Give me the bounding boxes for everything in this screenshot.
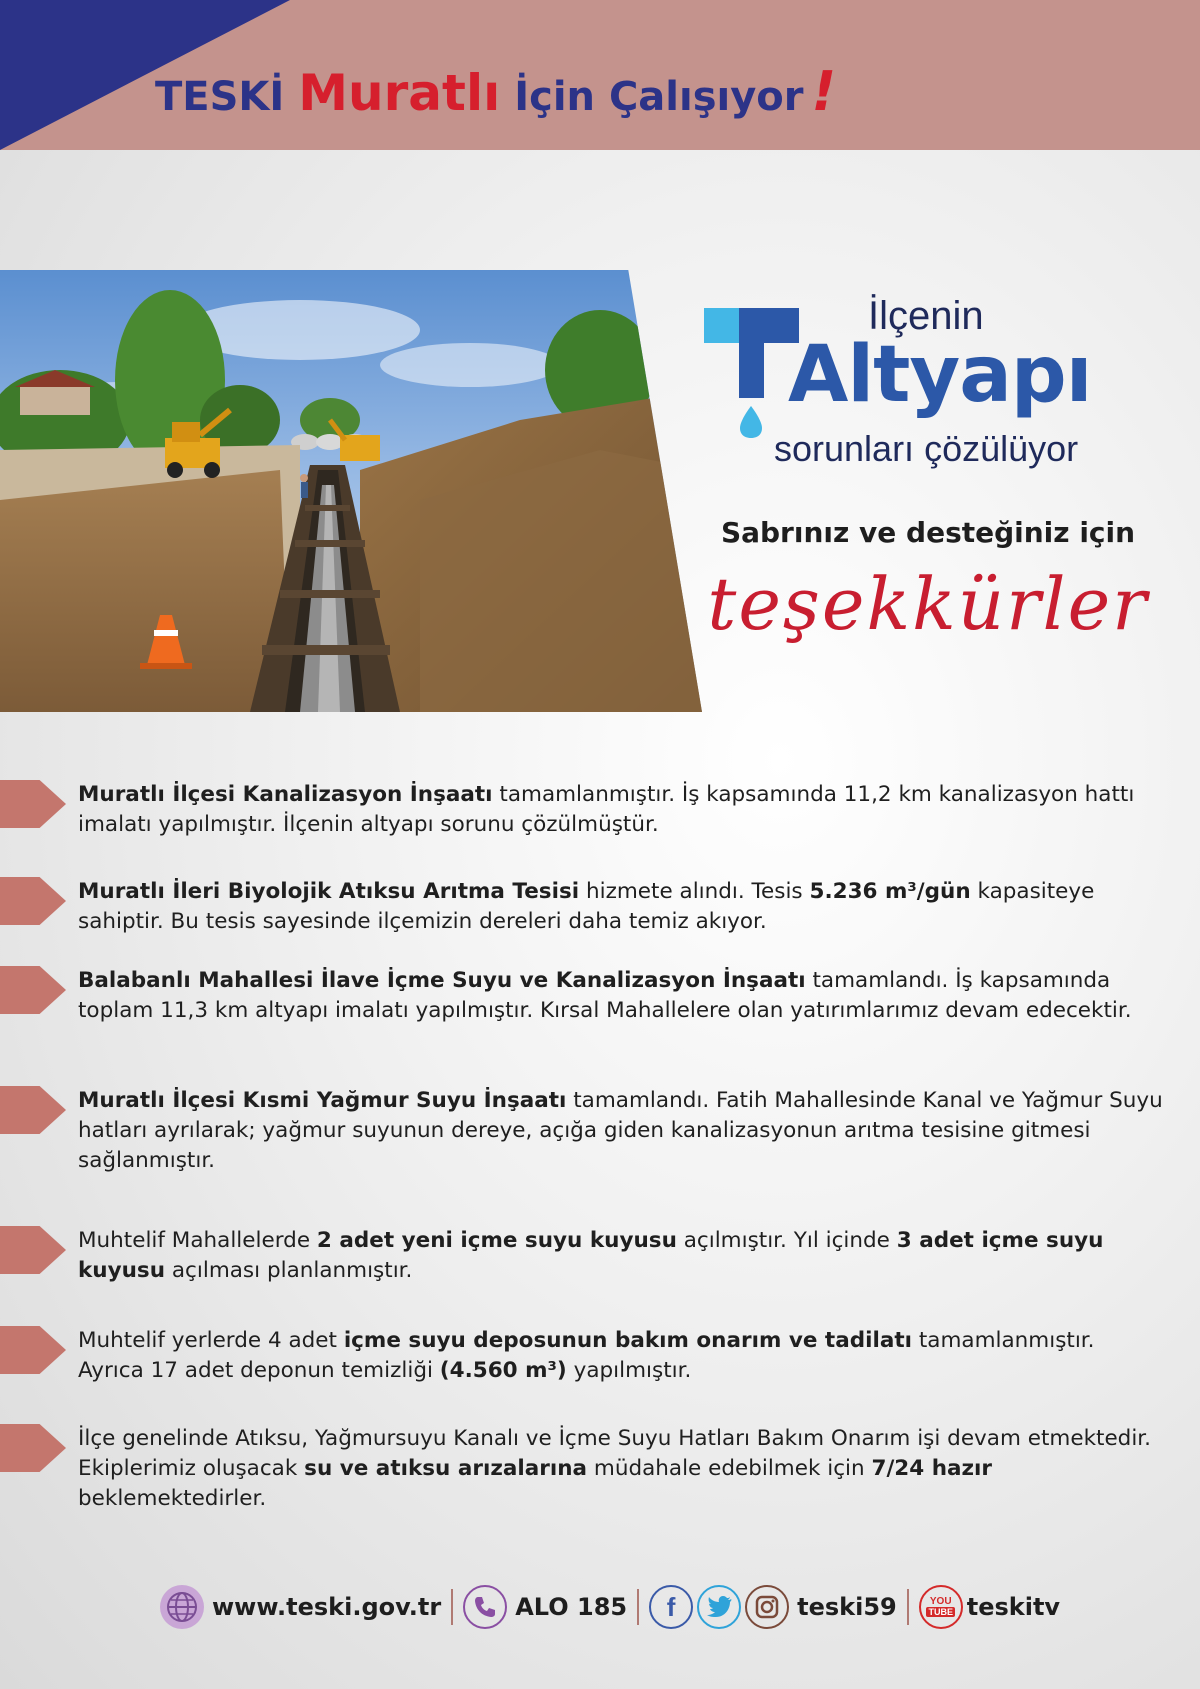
item-body: açılması planlanmıştır. — [171, 1258, 413, 1283]
item-bold: 5.236 m³/gün — [809, 879, 971, 904]
arrow-bullet-icon — [0, 1424, 66, 1472]
phone-number[interactable]: ALO 185 — [515, 1593, 628, 1621]
item-body: beklemektedirler. — [78, 1486, 267, 1511]
item-bold: Muratlı İleri Biyolojik Atıksu Arıtma Tesisi — [78, 879, 580, 904]
footer-contacts — [160, 1582, 1060, 1632]
item-bold: 7/24 hazır — [871, 1456, 993, 1481]
title-icin-calisiyor: İçin Çalışıyor — [514, 74, 804, 120]
item-body: müdahale edebilmek için — [593, 1456, 865, 1481]
item-body: hizmete alındı. Tesis — [585, 879, 803, 904]
altyapi-logo — [700, 290, 1160, 480]
item-body: tamamlanmıştır. İş kapsamında 11,2 km kanalizasyon hattı imalatı yapılmıştır. İlçenin altyapı sorunu çözülmüştür. — [78, 782, 1135, 837]
item-body: tamamlandı. İş kapsamında toplam 11,3 km altyapı imalatı yapılmıştır. Kırsal Mahallelere olan yatırımlarımız devam edecektir. — [78, 968, 1132, 1023]
item-text — [78, 1226, 1163, 1286]
logo-altyapi: Altyapı — [788, 330, 1092, 420]
instagram-icon[interactable] — [745, 1585, 789, 1629]
item-bold: (4.560 m³) — [439, 1358, 567, 1383]
title-exclamation: ! — [811, 60, 837, 123]
logo-subtitle: sorunları çözülüyor — [774, 428, 1079, 469]
twitter-icon[interactable] — [697, 1585, 741, 1629]
item-body: yapılmıştır. — [573, 1358, 692, 1383]
website-link[interactable]: www.teski.gov.tr — [212, 1593, 442, 1621]
arrow-bullet-icon — [0, 780, 66, 828]
youtube-icon-you: YOU — [929, 1596, 952, 1607]
item-body: Muhtelif yerlerde 4 adet — [78, 1328, 337, 1353]
footer-divider — [451, 1589, 453, 1625]
footer-divider — [907, 1589, 909, 1625]
item-body: tamamlandı. Fatih Mahallesinde Kanal ve Yağmur Suyu hatları ayrılarak; yağmur suyunun dereye, açığa giden kanalizasyonun arıtma tesisine gitmesi sağlanmıştır. — [78, 1088, 1163, 1173]
thanks-line: Sabrınız ve desteğiniz için — [720, 516, 1136, 549]
item-bold: 3 adet içme suyu kuyusu — [78, 1228, 1104, 1283]
youtube-icon[interactable] — [919, 1585, 963, 1629]
title-teski: TESKİ — [155, 74, 285, 120]
thanks-script: teşekkürler — [707, 562, 1149, 646]
title-muratli: Muratlı — [298, 64, 501, 122]
arrow-bullet-icon — [0, 966, 66, 1014]
arrow-bullet-icon — [0, 1086, 66, 1134]
item-text — [78, 1086, 1163, 1176]
arrow-bullet-icon — [0, 1226, 66, 1274]
phone-icon[interactable] — [463, 1585, 507, 1629]
page-title — [155, 60, 836, 130]
logo-ilcenin: İlçenin — [868, 294, 984, 338]
facebook-icon[interactable]: f — [649, 1585, 693, 1629]
item-bold: Muratlı İlçesi Kısmi Yağmur Suyu İnşaatı — [78, 1088, 567, 1113]
item-bold: Muratlı İlçesi Kanalizasyon İnşaatı — [78, 782, 493, 807]
construction-trench-illustration — [0, 270, 702, 712]
item-body: açılmıştır. Yıl içinde — [683, 1228, 890, 1253]
item-text — [78, 1424, 1163, 1514]
item-text — [78, 966, 1163, 1026]
item-bold: içme suyu deposunun bakım onarım ve tadilatı — [343, 1328, 912, 1353]
item-text — [78, 1326, 1163, 1386]
arrow-bullet-icon — [0, 877, 66, 925]
social-handle[interactable]: teski59 — [797, 1593, 897, 1621]
item-body: Muhtelif Mahallelerde — [78, 1228, 311, 1253]
youtube-icon-tube: TUBE — [928, 1607, 953, 1617]
item-bold: 2 adet yeni içme suyu kuyusu — [316, 1228, 677, 1253]
item-text — [78, 877, 1163, 937]
item-bold: su ve atıksu arızalarına — [304, 1456, 588, 1481]
item-bold: Balabanlı Mahallesi İlave İçme Suyu ve Kanalizasyon İnşaatı — [78, 968, 806, 993]
item-text — [78, 780, 1163, 840]
footer-divider — [637, 1589, 639, 1625]
item-body: tamamlanmıştır. Ayrıca 17 adet deponun temizliği — [78, 1328, 1095, 1383]
globe-icon[interactable] — [160, 1585, 204, 1629]
item-body: İlçe genelinde Atıksu, Yağmursuyu Kanalı ve İçme Suyu Hatları Bakım Onarım işi devam etmektedir. Ekiplerimiz oluşacak — [78, 1426, 1151, 1481]
item-body: kapasiteye sahiptir. Bu tesis sayesinde ilçemizin dereleri daha temiz akıyor. — [78, 879, 1095, 934]
arrow-bullet-icon — [0, 1326, 66, 1374]
youtube-channel[interactable]: teskitv — [966, 1593, 1061, 1621]
construction-photo — [0, 270, 702, 712]
